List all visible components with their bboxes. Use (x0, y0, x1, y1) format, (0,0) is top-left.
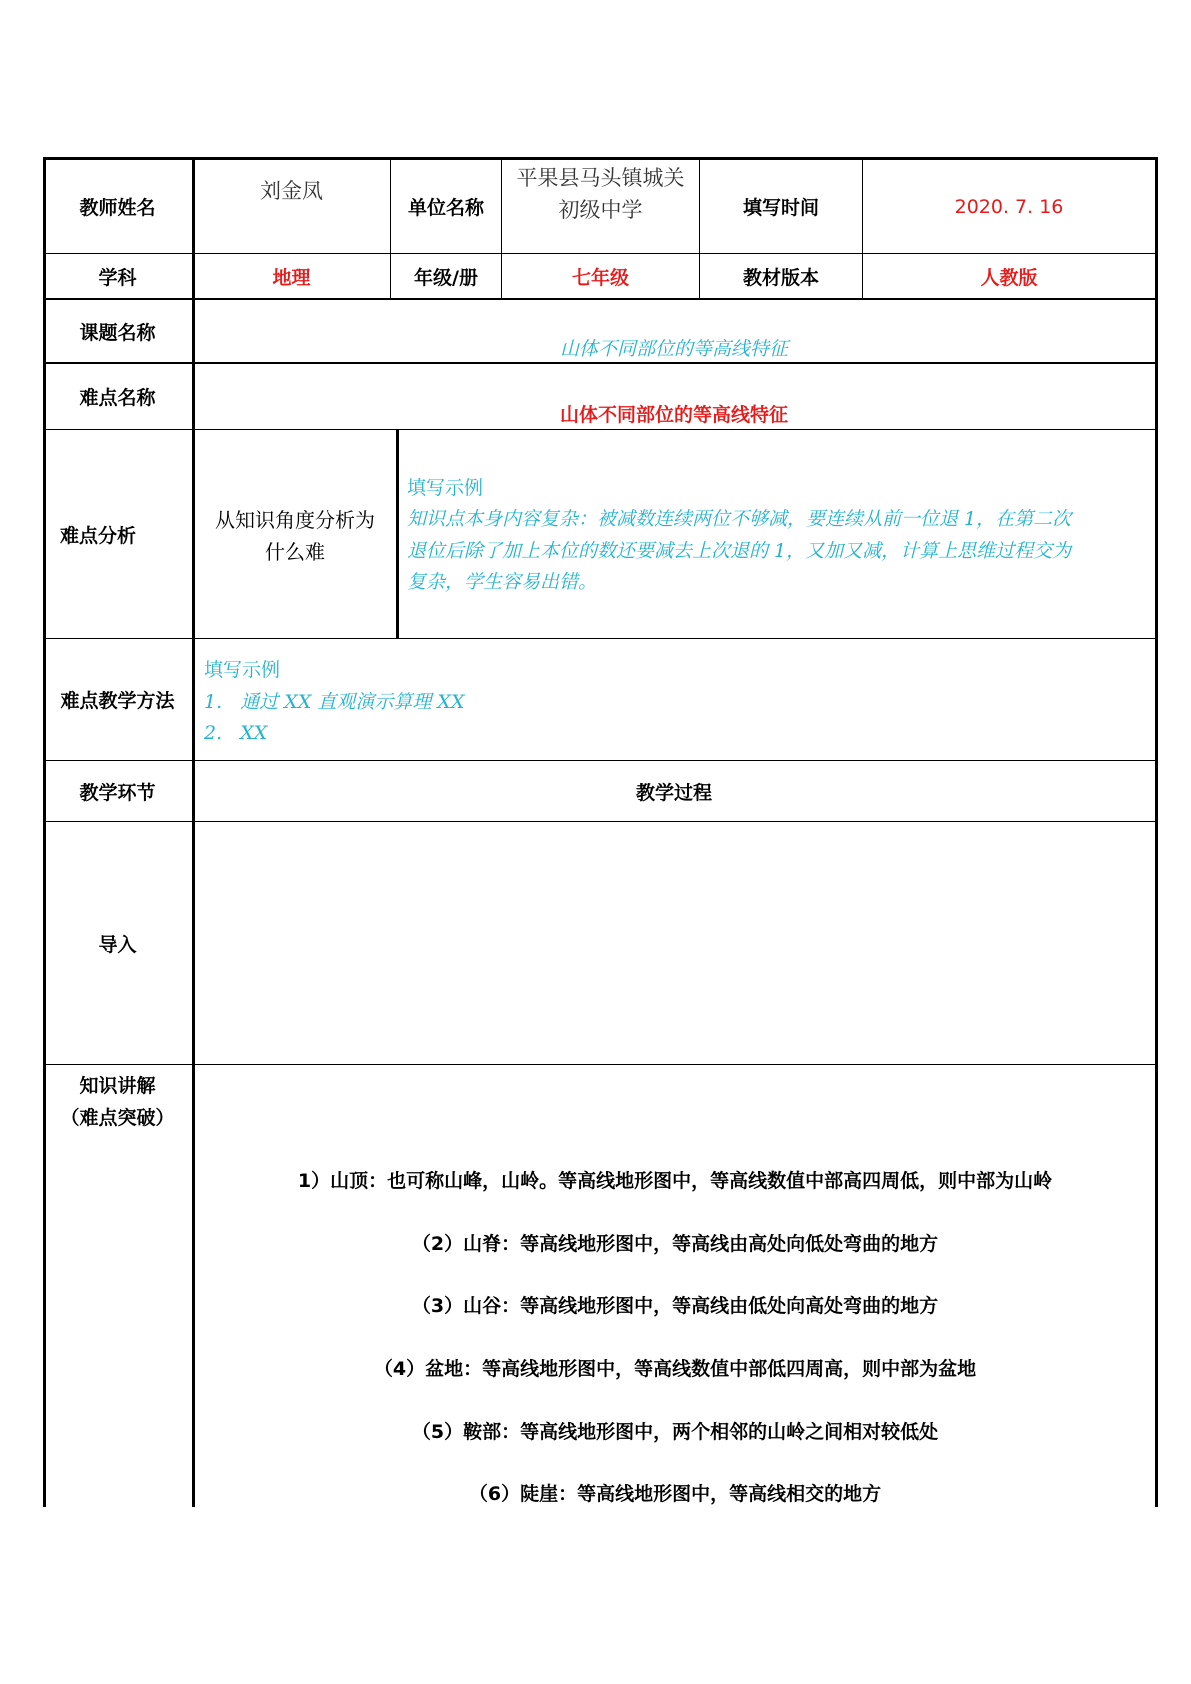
row-divider (43, 638, 1158, 639)
knowledge-point: （5）鞍部：等高线地形图中，两个相邻的山岭之间相对较低处 (411, 1421, 939, 1443)
date-value: 2020. 7. 16 (954, 195, 1064, 218)
knowledge-point: （3）山谷：等高线地形图中，等高线由低处向高处弯曲的地方 (411, 1295, 939, 1317)
topic-label: 课题名称 (79, 321, 156, 344)
analysis-example-line3: 复杂，学生容易出错。 (407, 571, 598, 593)
method-label: 难点教学方法 (60, 690, 175, 712)
analysis-example-line2: 退位后除了加上本位的数还要减去上次退的 1，又加又减，计算上思维过程交为 (407, 540, 1072, 562)
knowledge-point: 1）山顶：也可称山峰，山岭。等高线地形图中，等高线数值中部高四周低，则中部为山岭 (297, 1170, 1053, 1192)
row-divider (43, 821, 1158, 822)
analysis-example-line1: 知识点本身内容复杂：被减数连续两位不够减，要连续从前一位退 1，在第二次 (407, 508, 1072, 530)
intro-label: 导入 (98, 933, 137, 956)
column-divider (396, 429, 399, 638)
teacher-label: 教师姓名 (79, 197, 156, 219)
analysis-sub-label-line2: 什么难 (265, 539, 325, 564)
analysis-label: 难点分析 (59, 524, 136, 547)
knowledge-point: （2）山脊：等高线地形图中，等高线由高处向低处弯曲的地方 (411, 1233, 939, 1255)
subject-label: 学科 (98, 266, 137, 289)
date-label: 填写时间 (742, 197, 819, 219)
topic-value: 山体不同部位的等高线特征 (559, 337, 788, 360)
edition-label: 教材版本 (742, 266, 819, 289)
unit-label: 单位名称 (407, 197, 484, 219)
grade-label: 年级/册 (414, 266, 478, 289)
unit-name-line1: 平果县马头镇城关 (516, 166, 685, 190)
method-item-1: 1. 通过 XX 直观演示算理 XX (204, 691, 465, 713)
row-divider (43, 298, 1158, 300)
method-example-title: 填写示例 (204, 659, 281, 681)
knowledge-label-line2: （难点突破） (60, 1106, 175, 1129)
subject-value: 地理 (272, 266, 311, 289)
analysis-example-title: 填写示例 (407, 477, 484, 499)
edition-value: 人教版 (980, 266, 1038, 289)
grade-value: 七年级 (571, 266, 629, 289)
analysis-sub-label-line1: 从知识角度分析为 (215, 507, 375, 532)
process-label: 教学过程 (635, 781, 712, 804)
method-item-2: 2. XX (204, 722, 268, 744)
row-divider (43, 1064, 1158, 1065)
difficulty-value: 山体不同部位的等高线特征 (559, 403, 788, 426)
teacher-name: 刘金凤 (260, 179, 323, 203)
knowledge-label-line1: 知识讲解 (79, 1074, 156, 1097)
stage-label: 教学环节 (79, 781, 156, 804)
row-divider (43, 429, 1158, 430)
knowledge-point: （4）盆地：等高线地形图中，等高线数值中部低四周高，则中部为盆地 (373, 1358, 977, 1380)
knowledge-point: （6）陡崖：等高线地形图中，等高线相交的地方 (468, 1483, 882, 1505)
difficulty-label: 难点名称 (79, 387, 156, 409)
unit-name-line2: 初级中学 (558, 198, 643, 222)
